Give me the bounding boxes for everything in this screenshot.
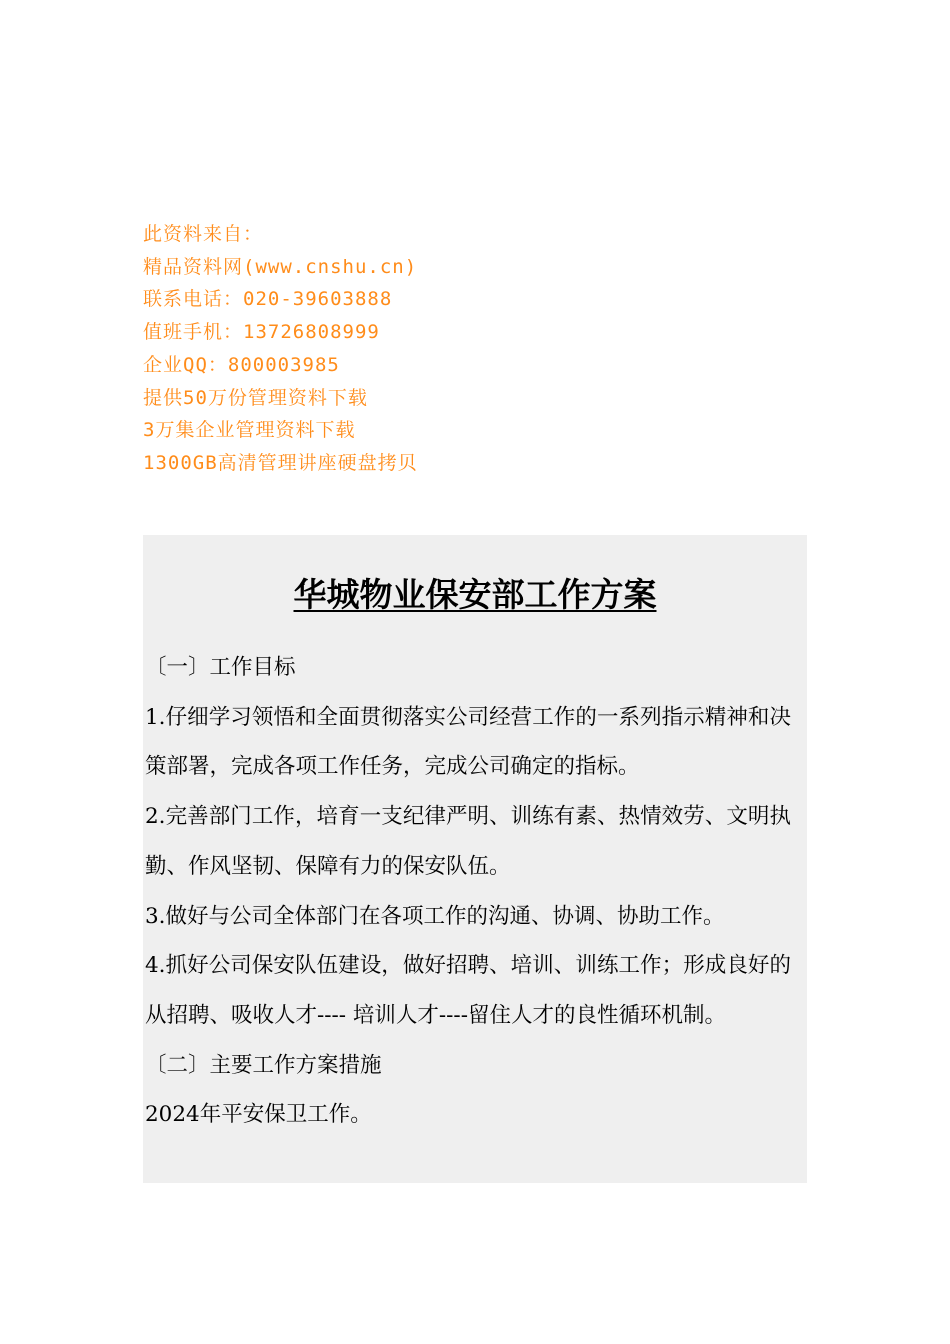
source-line-offer-1: 提供50万份管理资料下载	[143, 386, 368, 409]
document-title	[143, 575, 807, 615]
goal-item-1: 1.仔细学习领悟和全面贯彻落实公司经营工作的一系列指示精神和决策部署，完成各项工作任务，完成公司确定的指标。	[145, 704, 791, 780]
source-line-offer-2: 3万集企业管理资料下载	[143, 419, 356, 442]
source-line-website: 精品资料网(www.cnshu.cn)	[143, 255, 418, 278]
goal-item-4: 4.抓好公司保安队伍建设，做好招聘、培训、训练工作；形成良好的从招聘、吸收人才---- 培训人才----留住人才的良性循环机制。	[145, 953, 791, 1028]
document-panel	[143, 535, 807, 1183]
source-line-offer-3: 1300GB高清管理讲座硬盘拷贝	[143, 451, 418, 474]
security-work-line: 2024年平安保卫工作。	[145, 1102, 372, 1128]
section-heading-measures: 〔二〕主要工作方案措施	[145, 1052, 382, 1078]
source-line-phone: 联系电话：020-39603888	[143, 288, 393, 311]
document-body	[145, 643, 791, 1140]
source-line-qq: 企业QQ：800003985	[143, 353, 340, 376]
document-title-text: 华城物业保安部工作方案	[293, 575, 657, 614]
source-info-block	[143, 218, 643, 480]
source-line-mobile: 值班手机：13726808999	[143, 321, 380, 344]
section-heading-goals: 〔一〕工作目标	[145, 655, 296, 680]
goal-item-2: 2.完善部门工作，培育一支纪律严明、训练有素、热情效劳、文明执勤、作风坚韧、保障有力的保安队伍。	[145, 804, 791, 879]
goal-item-3: 3.做好与公司全体部门在各项工作的沟通、协调、协助工作。	[145, 903, 725, 929]
source-line-from: 此资料来自：	[143, 223, 264, 245]
